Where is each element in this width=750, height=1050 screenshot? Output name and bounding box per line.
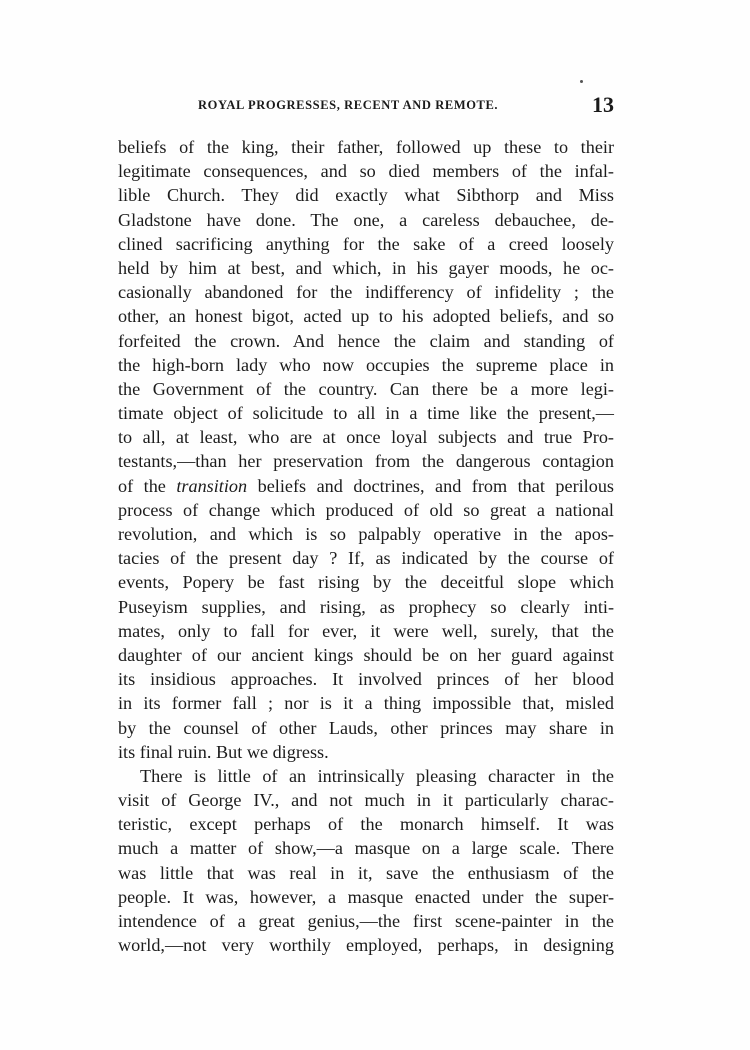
- running-head: [118, 92, 614, 122]
- text-line: forfeited the crown. And hence the claim and standing of: [118, 330, 614, 351]
- text-line: to all, at least, who are at once loyal subjects and true Pro-: [118, 427, 614, 448]
- text-line-with-italic: [118, 474, 614, 498]
- text-fragment: beliefs and doctrines, and from that perilous: [247, 475, 614, 496]
- text-line: intendence of a great genius,—the first scene-painter in the: [118, 911, 614, 931]
- text-line: its final ruin. But we digress.: [118, 741, 329, 762]
- text-line: process of change which produced of old so great a national: [118, 499, 614, 520]
- text-line: casionally abandoned for the indifferency of infidelity ; the: [118, 282, 614, 303]
- text-line: timate object of solicitude to all in a time like the present,—: [118, 403, 614, 424]
- text-line: people. It was, however, a masque enacted under the super-: [118, 886, 614, 907]
- text-line: much a matter of show,—a masque on a large scale. There: [118, 838, 614, 859]
- running-title: ROYAL PROGRESSES, RECENT AND REMOTE.: [198, 98, 499, 112]
- text-line: by the counsel of other Lauds, other princes may share in: [118, 717, 614, 738]
- text-line: world,—not very worthily employed, perhaps, in designing: [118, 935, 614, 956]
- text-line: There is little of an intrinsically pleasing character in the: [140, 765, 614, 786]
- text-line: in its former fall ; nor is it a thing impossible that, misled: [118, 693, 614, 714]
- paragraph-1: [118, 135, 614, 764]
- text-line: Puseyism supplies, and rising, as prophecy so clearly inti-: [118, 596, 614, 617]
- text-line: visit of George IV., and not much in it particularly charac-: [118, 790, 614, 811]
- text-line: was little that was real in it, save the enthusiasm of the: [118, 862, 614, 883]
- text-line: teristic, except perhaps of the monarch himself. It was: [118, 814, 614, 835]
- italic-word: transition: [176, 475, 248, 496]
- text-line: testants,—than her preservation from the dangerous contagion: [118, 451, 614, 472]
- text-line: held by him at best, and which, in his gayer moods, he oc-: [118, 257, 614, 278]
- text-fragment: of the: [118, 475, 177, 496]
- text-line: clined sacrificing anything for the sake of a creed loosely: [118, 233, 614, 254]
- page-number: 13: [592, 92, 614, 117]
- text-line: the high-born lady who now occupies the supreme place in: [118, 354, 614, 375]
- paragraph-2: [118, 764, 614, 958]
- text-line: revolution, and which is so palpably operative in the apos-: [118, 524, 614, 544]
- text-line: daughter of our ancient kings should be on her guard against: [118, 644, 614, 665]
- text-line: beliefs of the king, their father, followed up these to their: [118, 137, 614, 157]
- text-line: the Government of the country. Can there be a more legi-: [118, 378, 614, 399]
- text-line: tacies of the present day ? If, as indicated by the course of: [118, 548, 614, 569]
- text-line: mates, only to fall for ever, it were well, surely, that the: [118, 620, 614, 641]
- text-line: Gladstone have done. The one, a careless debauchee, de-: [118, 209, 614, 230]
- text-line: other, an honest bigot, acted up to his adopted beliefs, and so: [118, 306, 614, 327]
- text-line: legitimate consequences, and so died members of the infal-: [118, 161, 614, 182]
- ink-speck: [580, 80, 583, 83]
- body-text: [118, 135, 614, 957]
- text-line: its insidious approaches. It involved princes of her blood: [118, 669, 614, 690]
- text-line: lible Church. They did exactly what Sibthorp and Miss: [118, 185, 614, 206]
- text-line: events, Popery be fast rising by the deceitful slope which: [118, 572, 614, 593]
